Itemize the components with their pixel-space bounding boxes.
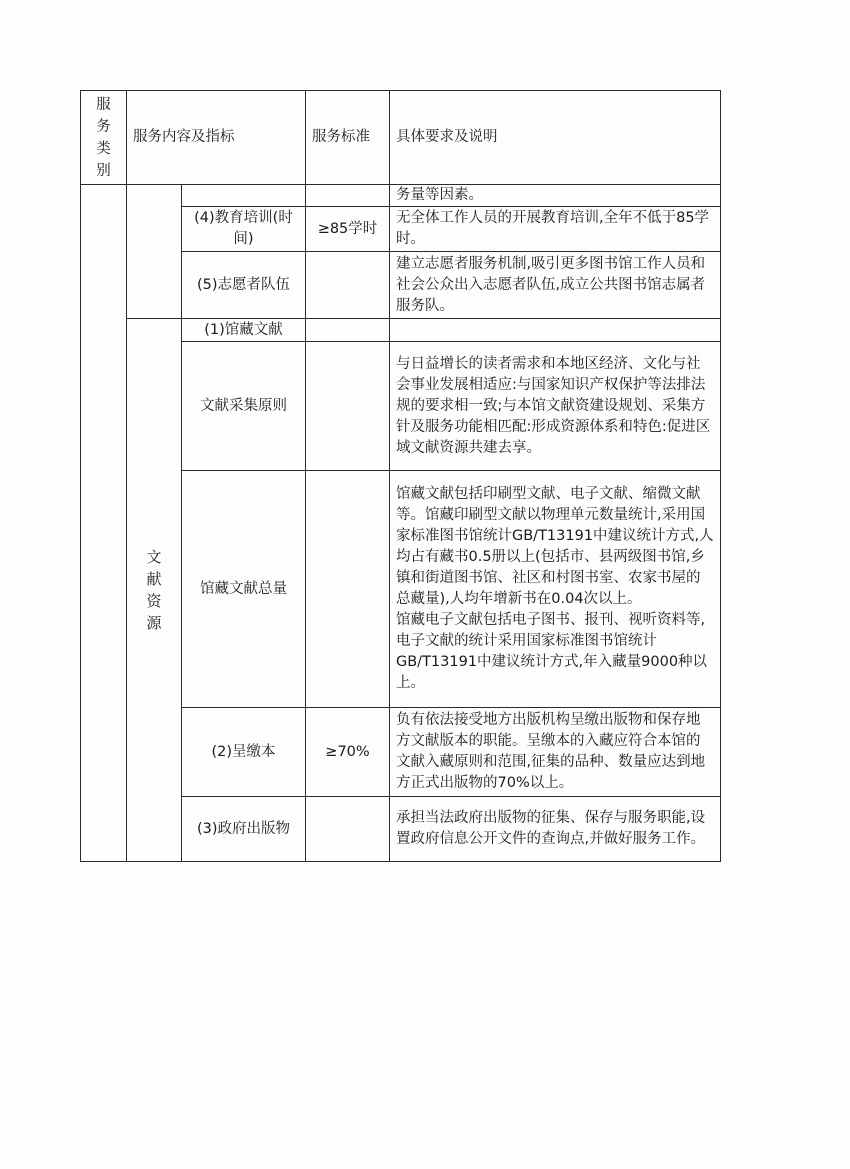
header-requirement: 具体要求及说明 <box>390 91 721 185</box>
standard-cell <box>306 471 390 708</box>
standard-cell <box>306 319 390 342</box>
desc-paragraph: 馆藏电子文献包括电子图书、报刊、视听资料等,电子文献的统计采用国家标准图书馆统计GB/T13191中建议统计方式,年入藏量9000种以上。 <box>396 612 708 691</box>
category-cell-empty <box>81 185 127 862</box>
desc-cell: 无全体工作人员的开展教育培训,全年不低于85学时。 <box>390 207 721 252</box>
item-cell <box>182 185 306 207</box>
header-category-cell <box>81 91 127 185</box>
item-cell: (3)政府出版物 <box>182 797 306 862</box>
category-doc-resources-cell <box>127 319 182 862</box>
desc-cell: 建立志愿者服务机制,吸引更多图书馆工作人员和社会公众出入志愿者队伍,成立公共图书馆志属者服务队。 <box>390 252 721 319</box>
header-standard: 服务标准 <box>306 91 390 185</box>
item-cell: (1)馆藏文献 <box>182 319 306 342</box>
standard-cell <box>306 185 390 207</box>
desc-paragraph: 馆藏文献包括印刷型文献、电子文献、缩微文献等。馆藏印刷型文献以物理单元数量统计,采用国家标准图书馆统计GB/T13191中建议统计方式,人均占有藏书0.5册以上(包括市、县两级图书馆,乡镇和街道图书馆、社区和村图书室、农家书屋的总藏量),人均年增新书在0.04次以上。 <box>396 486 714 607</box>
header-content: 服务内容及指标 <box>127 91 306 185</box>
desc-cell: 承担当法政府出版物的征集、保存与服务职能,设置政府信息公开文件的查询点,并做好服务工作。 <box>390 797 721 862</box>
standard-cell <box>306 252 390 319</box>
standard-cell <box>306 797 390 862</box>
item-cell: 馆藏文献总量 <box>182 471 306 708</box>
category-doc-resources: 文献资源 <box>146 548 162 632</box>
table-row <box>81 319 721 342</box>
desc-cell <box>390 471 721 708</box>
desc-cell <box>390 319 721 342</box>
item-cell: (2)呈缴本 <box>182 708 306 797</box>
standard-cell: ≥85学时 <box>306 207 390 252</box>
service-standard-table <box>80 90 721 862</box>
table-header-row <box>81 91 721 185</box>
subcategory-cell-empty <box>127 185 182 319</box>
item-cell: (5)志愿者队伍 <box>182 252 306 319</box>
desc-cell: 负有依法接受地方出版机构呈缴出版物和保存地方文献版本的职能。呈缴本的入藏应符合本馆的文献入藏原则和范围,征集的品种、数量应达到地方正式出版物的70%以上。 <box>390 708 721 797</box>
standard-cell: ≥70% <box>306 708 390 797</box>
table-row <box>81 185 721 207</box>
header-category: 服务类别 <box>96 97 111 179</box>
desc-cell: 与日益增长的读者需求和本地区经济、文化与社会事业发展相适应:与国家知识产权保护等法排法规的要求相一致;与本馆文献资建设规划、采集方针及服务功能相匹配:形成资源体系和特色:促进区域文献资源共建去享。 <box>390 342 721 471</box>
desc-cell: 务量等因素。 <box>390 185 721 207</box>
standard-cell <box>306 342 390 471</box>
item-cell: 文献采集原则 <box>182 342 306 471</box>
item-cell: (4)教育培训(时间) <box>182 207 306 252</box>
